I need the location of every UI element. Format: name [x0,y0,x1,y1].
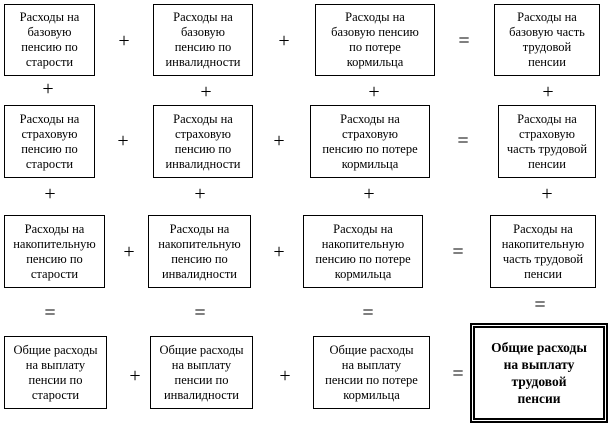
box-funded-disability: Расходы на накопительную пенсию по инвалидности [148,215,251,288]
box-base-old-age: Расходы на базовую пенсию по старости [4,4,95,76]
equals-operator: = [534,294,546,316]
box-total-labor-pension: Общие расходы на выплату трудовой пенсии [470,323,608,423]
equals-operator: = [452,363,464,385]
box-insurance-labor-pension: Расходы на страховую часть трудовой пенсии [498,105,596,178]
box-insurance-survivor: Расходы на страховую пенсию по потере кормильца [310,105,430,178]
plus-operator: + [117,130,129,152]
plus-operator: + [368,81,380,103]
equals-operator: = [457,130,469,152]
plus-operator: + [278,30,290,52]
plus-operator: + [541,183,553,205]
plus-operator: + [123,241,135,263]
equals-operator: = [458,30,470,52]
box-total-survivor: Общие расходы на выплату пенсии по потере кормильца [313,336,430,409]
box-base-disability: Расходы на базовую пенсию по инвалидности [153,4,253,76]
box-base-labor-pension: Расходы на базовую часть трудовой пенсии [494,4,600,76]
plus-operator: + [279,365,291,387]
equals-operator: = [452,241,464,263]
box-total-old-age: Общие расходы на выплату пенсии по старости [4,336,107,409]
plus-operator: + [118,30,130,52]
equals-operator: = [194,302,206,324]
plus-operator: + [542,81,554,103]
plus-operator: + [129,365,141,387]
box-base-survivor: Расходы на базовую пенсию по потере кормильца [315,4,435,76]
equals-operator: = [362,302,374,324]
plus-operator: + [200,81,212,103]
plus-operator: + [273,130,285,152]
box-total-disability: Общие расходы на выплату пенсии по инвалидности [150,336,253,409]
box-insurance-disability: Расходы на страховую пенсию по инвалидности [153,105,253,178]
plus-operator: + [42,78,54,100]
box-funded-survivor: Расходы на накопительную пенсию по потере кормильца [303,215,423,288]
box-funded-old-age: Расходы на накопительную пенсию по старости [4,215,105,288]
equals-operator: = [44,302,56,324]
box-funded-labor-pension: Расходы на накопительную часть трудовой пенсии [490,215,596,288]
plus-operator: + [194,183,206,205]
plus-operator: + [363,183,375,205]
box-insurance-old-age: Расходы на страховую пенсию по старости [4,105,95,178]
plus-operator: + [273,241,285,263]
plus-operator: + [44,183,56,205]
